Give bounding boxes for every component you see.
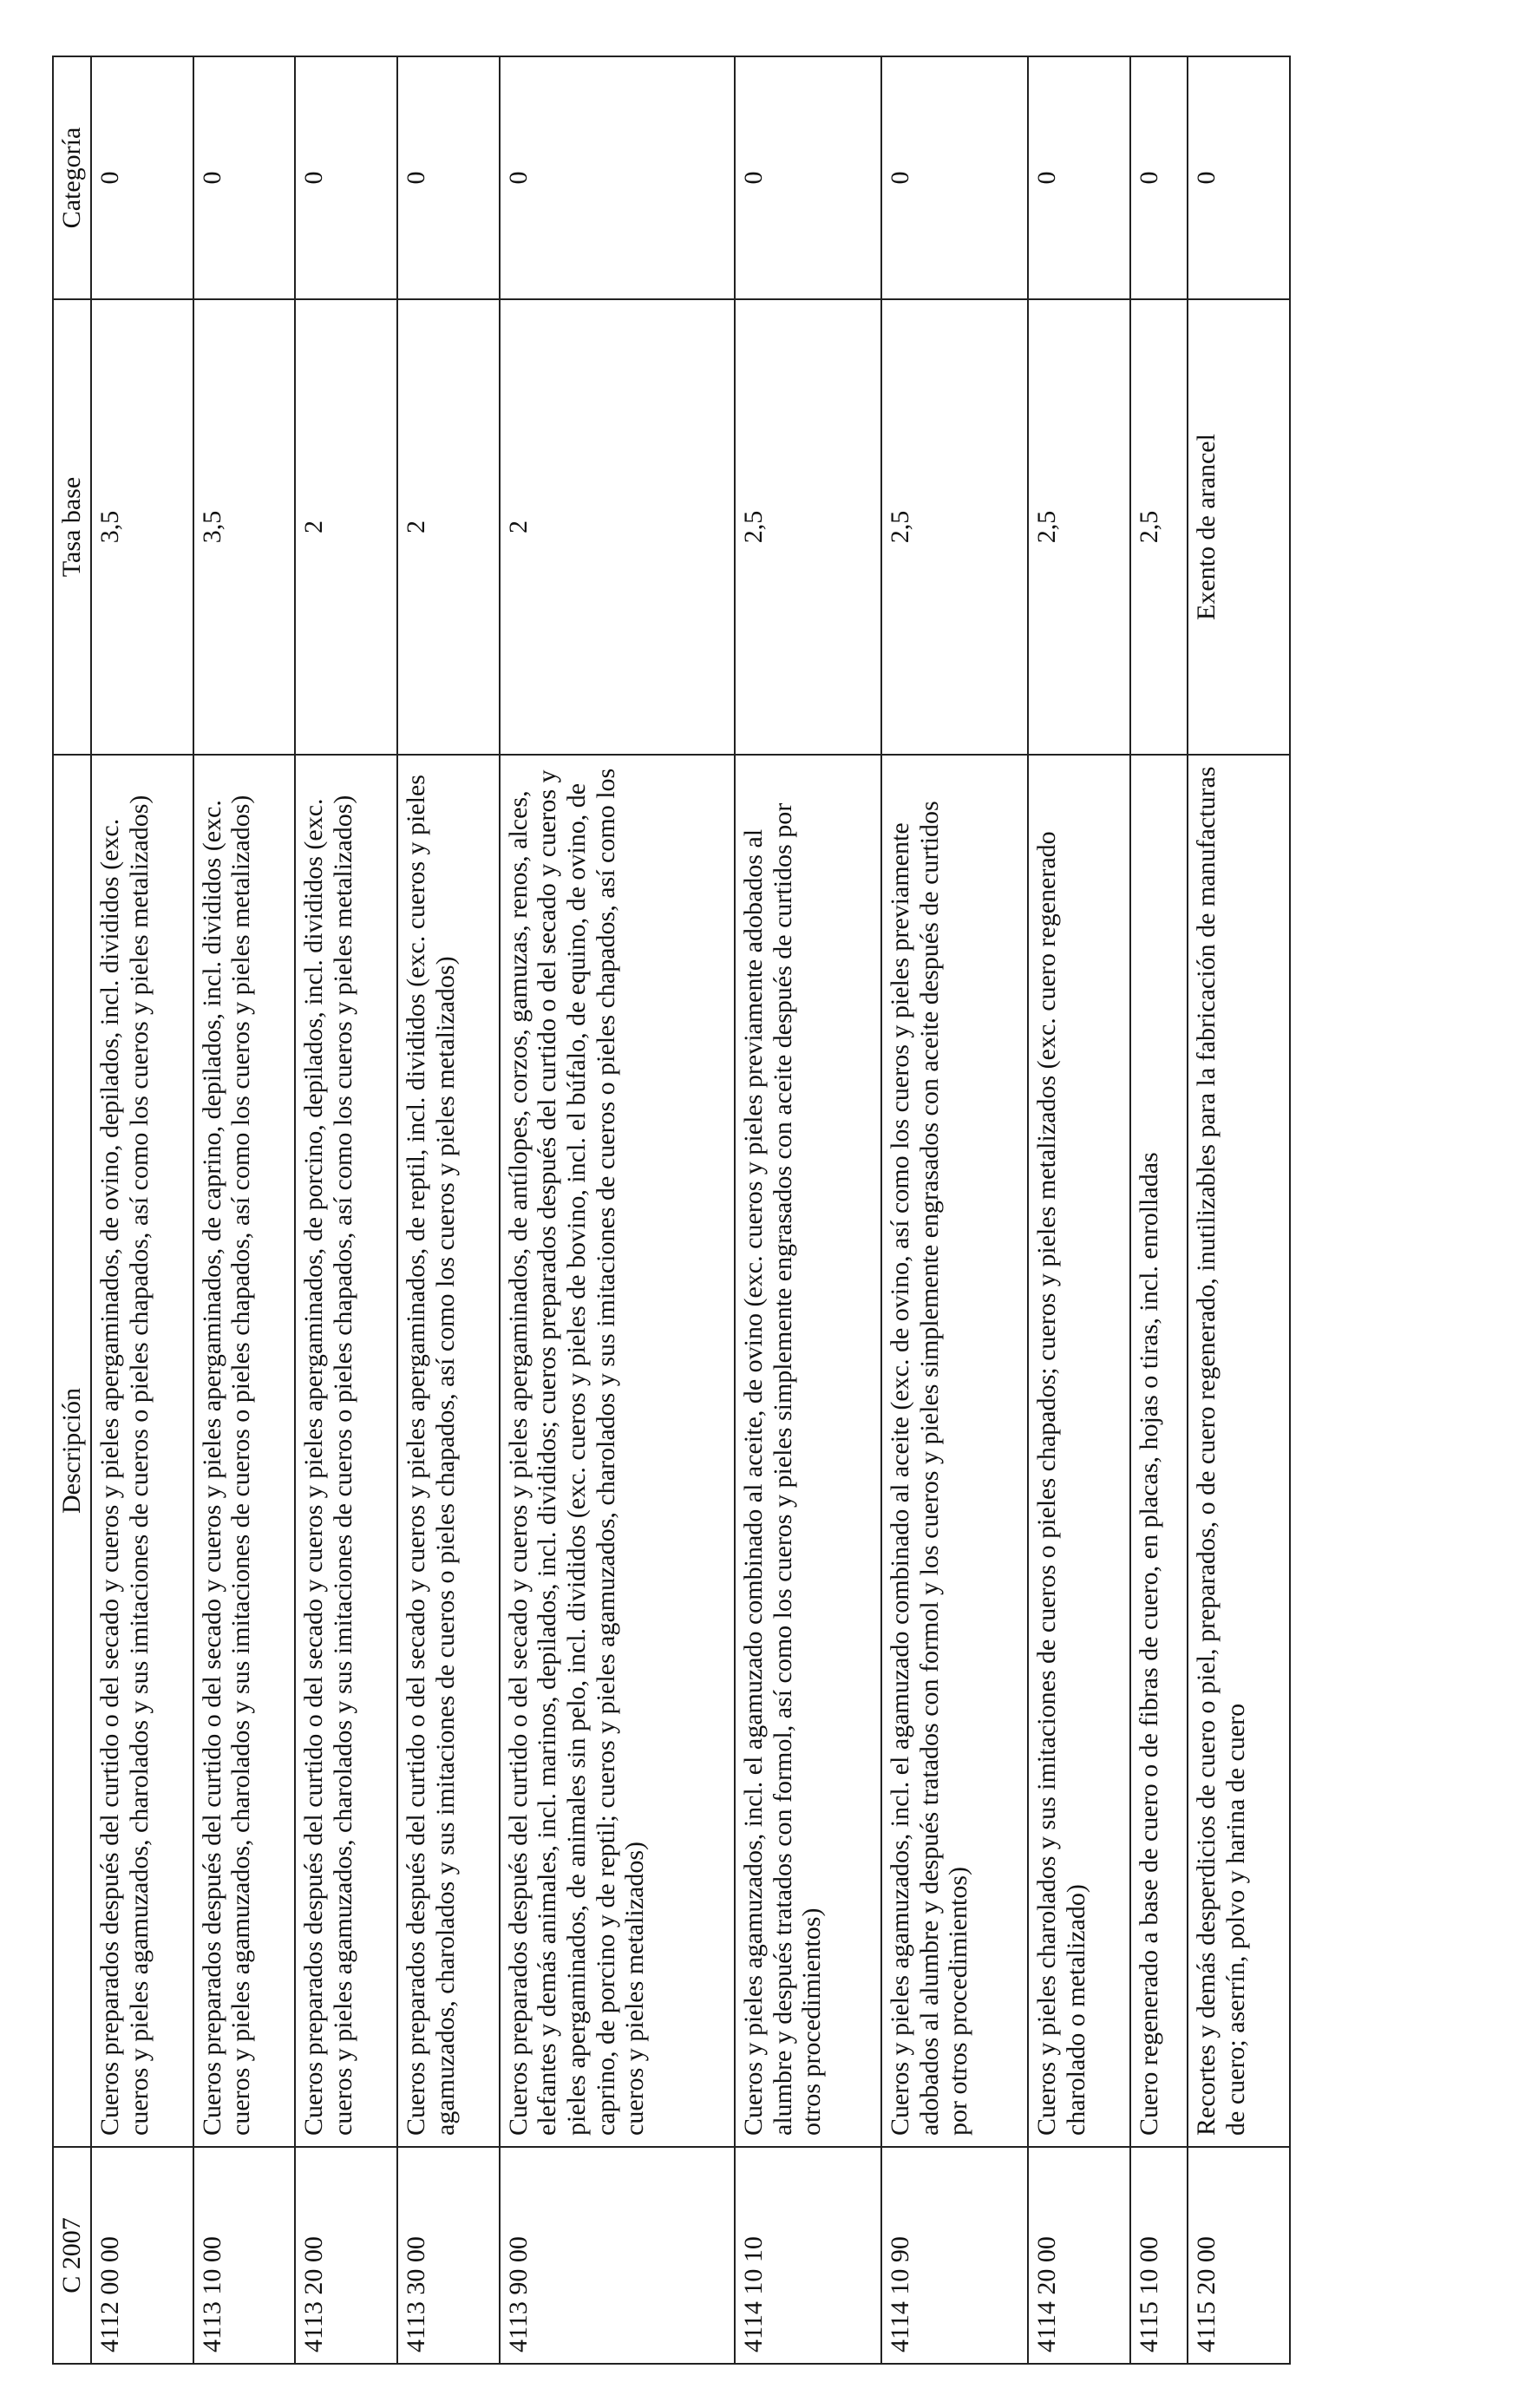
header-row — [53, 56, 91, 2364]
row-code: 4115 20 00 — [1188, 2147, 1290, 2364]
row-tasa-base: 2,5 — [1028, 299, 1130, 755]
row-code: 4115 10 00 — [1130, 2147, 1188, 2364]
row-description: Cueros preparados después del curtido o del secado y cueros y pieles apergaminados, de caprino, depilados, incl. divididos (exc. cueros y pieles agamuzados, charolados y sus imitaciones de cueros o pieles chapados, así como los cueros y pieles metalizados) — [193, 755, 296, 2147]
tariff-table — [52, 56, 1291, 2365]
row-description: Cueros preparados después del curtido o del secado y cueros y pieles apergaminados, de antílopes, corzos, gamuzas, renos, alces, elefantes y demás animales, incl. marinos, depilados, incl. divididos; cueros preparados después del curtido o del secado y cueros y pieles apergaminados, de animales sin pelo, incl. divididos (exc. cueros y pieles de bovino, incl. el búfalo, de equino, de ovino, de caprino, de porcino y de reptil; cueros y pieles agamuzados, charolados y sus imitaciones de cueros o pieles chapados, así como los cueros y pieles metalizados) — [500, 755, 735, 2147]
row-category: 0 — [295, 56, 397, 299]
row-category: 0 — [1188, 56, 1290, 299]
row-category: 0 — [397, 56, 500, 299]
table-row — [1028, 56, 1130, 2364]
row-description: Cueros y pieles charolados y sus imitaciones de cueros o pieles chapados; cueros y pieles metalizados (exc. cuero regenerado charolado o metalizado) — [1028, 755, 1130, 2147]
row-tasa-base: 3,5 — [193, 299, 296, 755]
row-description: Cueros preparados después del curtido o del secado y cueros y pieles apergaminados, de ovino, depilados, incl. divididos (exc. cueros y pieles agamuzados, charolados y sus imitaciones de cueros o pieles chapados, así como los cueros y pieles metalizados) — [91, 755, 193, 2147]
row-tasa-base: 3,5 — [91, 299, 193, 755]
row-code: 4112 00 00 — [91, 2147, 193, 2364]
table-row — [881, 56, 1028, 2364]
row-code: 4114 10 90 — [881, 2147, 1028, 2364]
table-row — [1188, 56, 1290, 2364]
row-description: Cuero regenerado a base de cuero o de fibras de cuero, en placas, hojas o tiras, incl. enrolladas — [1130, 755, 1188, 2147]
row-tasa-base: 2,5 — [735, 299, 881, 755]
row-category: 0 — [193, 56, 296, 299]
row-description: Cueros preparados después del curtido o del secado y cueros y pieles apergaminados, de porcino, depilados, incl. divididos (exc. cueros y pieles agamuzados, charolados y sus imitaciones de cueros o pieles chapados, así como los cueros y pieles metalizados) — [295, 755, 397, 2147]
table-row — [91, 56, 193, 2364]
header-tasa-base: Tasa base — [53, 299, 91, 755]
row-category: 0 — [1130, 56, 1188, 299]
row-code: 4113 10 00 — [193, 2147, 296, 2364]
table-row — [193, 56, 296, 2364]
header-category: Categoría — [53, 56, 91, 299]
row-code: 4113 20 00 — [295, 2147, 397, 2364]
table-row — [397, 56, 500, 2364]
row-description: Cueros preparados después del curtido o del secado y cueros y pieles apergaminados, de reptil, incl. divididos (exc. cueros y pieles agamuzados, charolados y sus imitaciones de cueros o pieles chapados, así como los cueros y pieles metalizados) — [397, 755, 500, 2147]
row-category: 0 — [881, 56, 1028, 299]
row-category: 0 — [1028, 56, 1130, 299]
table-row — [295, 56, 397, 2364]
table-row — [500, 56, 735, 2364]
row-code: 4113 90 00 — [500, 2147, 735, 2364]
row-tasa-base: 2,5 — [881, 299, 1028, 755]
row-category: 0 — [500, 56, 735, 299]
row-code: 4113 30 00 — [397, 2147, 500, 2364]
table-row — [735, 56, 881, 2364]
row-code: 4114 20 00 — [1028, 2147, 1130, 2364]
table-row — [1130, 56, 1188, 2364]
row-category: 0 — [735, 56, 881, 299]
row-category: 0 — [91, 56, 193, 299]
row-tasa-base: 2 — [500, 299, 735, 755]
header-code: C 2007 — [53, 2147, 91, 2364]
row-code: 4114 10 10 — [735, 2147, 881, 2364]
row-description: Recortes y demás desperdicios de cuero o piel, preparados, o de cuero regenerado, inutilizables para la fabricación de manufacturas de cuero; aserrín, polvo y harina de cuero — [1188, 755, 1290, 2147]
row-tasa-base: 2 — [295, 299, 397, 755]
row-tasa-base: 2,5 — [1130, 299, 1188, 755]
row-tasa-base: Exento de arancel — [1188, 299, 1290, 755]
row-tasa-base: 2 — [397, 299, 500, 755]
row-description: Cueros y pieles agamuzados, incl. el agamuzado combinado al aceite, de ovino (exc. cueros y pieles previamente adobados al alumbre y después tratados con formol, así como los cueros y pieles simplemente engrasados con aceite después de curtidos por otros procedimientos) — [735, 755, 881, 2147]
header-description: Descripción — [53, 755, 91, 2147]
row-description: Cueros y pieles agamuzados, incl. el agamuzado combinado al aceite (exc. de ovino, así como los cueros y pieles previamente adobados al alumbre y después tratados con formol y los cueros y pieles simplemente engrasados con aceite después de curtidos por otros procedimientos) — [881, 755, 1028, 2147]
